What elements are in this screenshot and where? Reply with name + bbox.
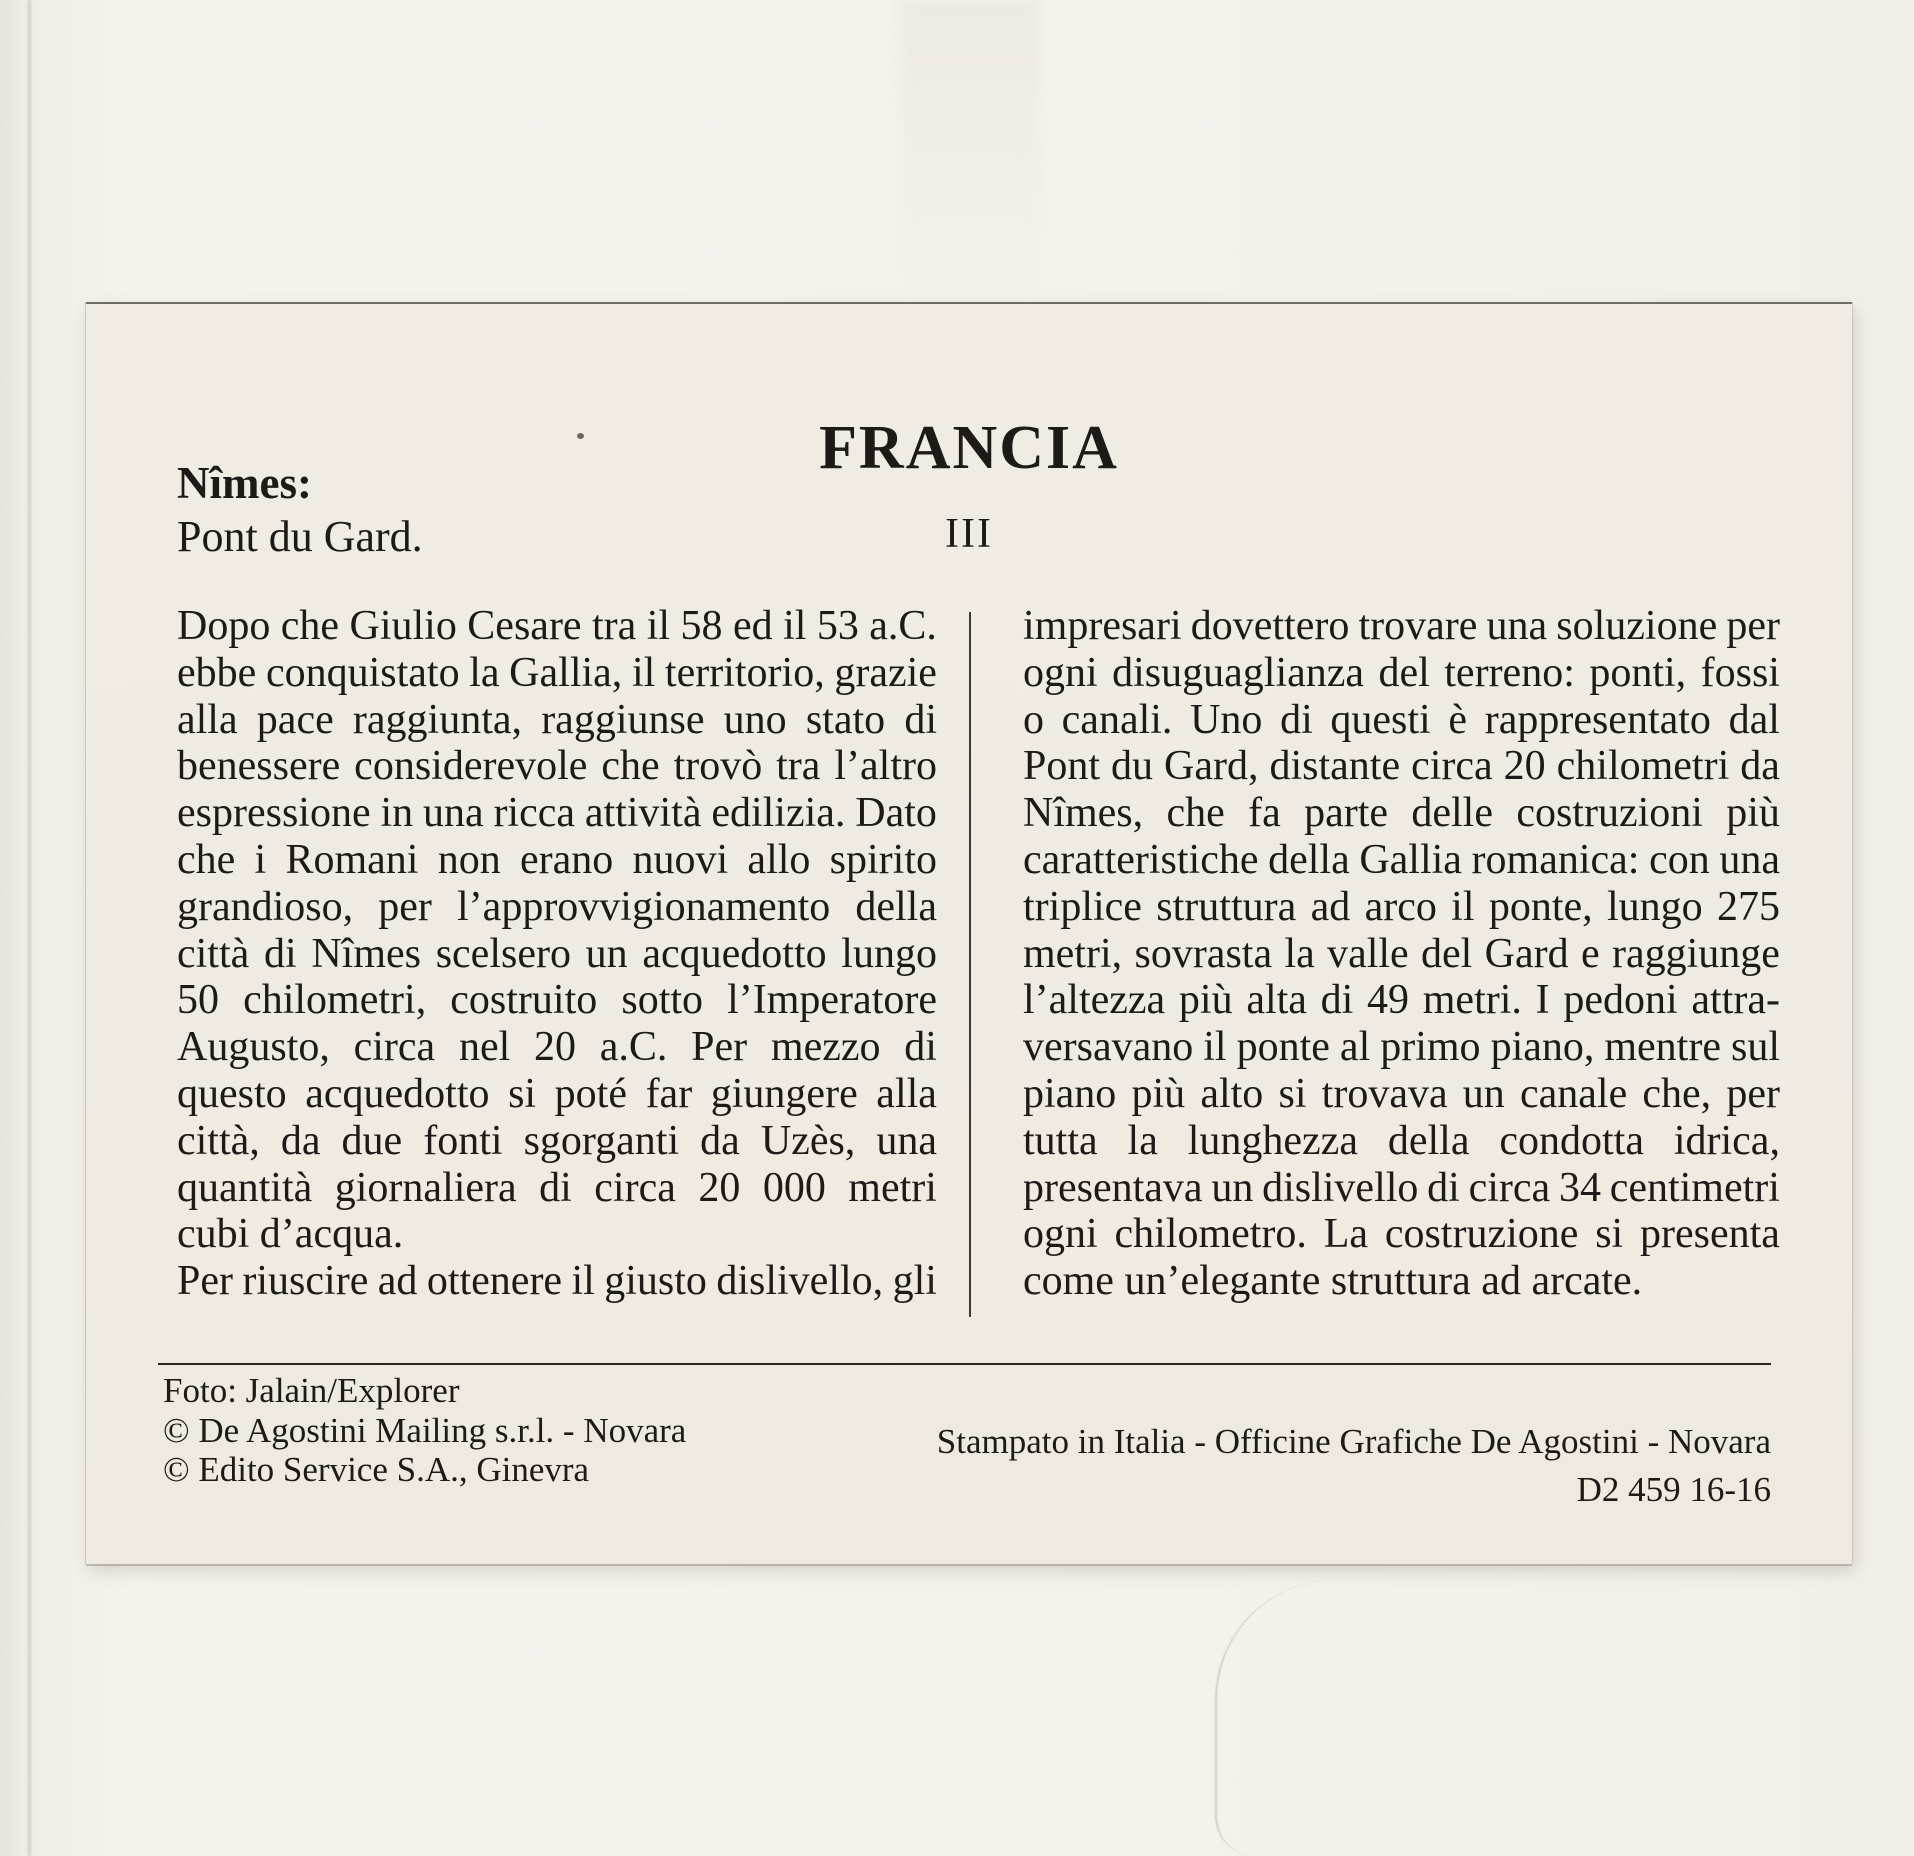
text-line: 50 chilometri, costruito sotto l’Imperatore: [177, 977, 937, 1024]
scan-light-streak: [900, 0, 1040, 310]
scan-hair-scratch: [1215, 1580, 1387, 1856]
text-line: città di Nîmes scelsero un acquedotto lungo: [177, 930, 937, 977]
series-numeral: III: [945, 511, 993, 557]
text-line: caratteristiche della Gallia romanica: con una: [1023, 836, 1780, 883]
text-line: ebbe conquistato la Gallia, il territorio, grazie: [177, 649, 937, 696]
text-line: questo acquedotto si poté far giungere alla: [177, 1070, 937, 1117]
text-column-right: [1023, 603, 1780, 1305]
text-line: grandioso, per l’approvvigionamento della: [177, 883, 937, 930]
text-column-left: [177, 603, 937, 1305]
text-line: impresari dovettero trovare una soluzione per: [1023, 603, 1780, 649]
credits-block: [163, 1371, 686, 1490]
text-line: cubi d’acqua.: [177, 1211, 404, 1258]
text-line: che i Romani non erano nuovi allo spirito: [177, 836, 937, 883]
text-line: come un’elegante struttura ad arcate.: [1023, 1258, 1643, 1305]
footer-rule: [158, 1363, 1771, 1365]
printer-credit: Stampato in Italia - Officine Grafiche De Agostini - Novara: [936, 1422, 1771, 1461]
text-line: l’altezza più alta di 49 metri. I pedoni attra-: [1023, 977, 1780, 1024]
copyright-line: © Edito Service S.A., Ginevra: [163, 1450, 590, 1489]
text-line: presentava un dislivello di circa 34 centimetri: [1023, 1164, 1780, 1211]
text-line: versavano il ponte al primo piano, mentre sul: [1023, 1024, 1780, 1071]
column-divider: [969, 612, 971, 1317]
text-line: ogni disuguaglianza del terreno: ponti, fossi: [1023, 649, 1780, 696]
copyright-line: © De Agostini Mailing s.r.l. - Novara: [163, 1410, 687, 1450]
text-line: città, da due fonti sgorganti da Uzès, una: [177, 1117, 937, 1164]
printer-block: [937, 1418, 1771, 1514]
text-line: espressione in una ricca attività edilizia. Dato: [177, 790, 937, 837]
text-line: alla pace raggiunta, raggiunse uno stato di: [177, 696, 937, 743]
text-line: Augusto, circa nel 20 a.C. Per mezzo di: [177, 1024, 937, 1071]
subject-label: Pont du Gard.: [177, 512, 423, 561]
photo-credit: Foto: Jalain/Explorer: [163, 1371, 460, 1410]
postcard-back: [86, 302, 1852, 1564]
text-line: benessere considerevole che trovò tra l’altro: [177, 743, 937, 790]
text-line: tutta la lunghezza della condotta idrica,: [1023, 1117, 1780, 1164]
text-line: Per riuscire ad ottenere il giusto dislivello, gli: [177, 1258, 937, 1305]
text-line: Nîmes, che fa parte delle costruzioni più: [1023, 790, 1780, 837]
text-line: Dopo che Giulio Cesare tra il 58 ed il 53 a.C.: [177, 603, 937, 649]
text-line: Pont du Gard, distante circa 20 chilometri da: [1023, 743, 1780, 790]
paper-fold-edge: [28, 0, 31, 1856]
place-label: Nîmes:: [177, 458, 312, 508]
text-line: piano più alto si trovava un canale che, per: [1023, 1070, 1780, 1117]
country-title: FRANCIA: [819, 414, 1119, 482]
text-line: ogni chilometro. La costruzione si presenta: [1023, 1211, 1780, 1258]
print-code: D2 459 16-16: [1576, 1470, 1771, 1509]
text-line: triplice struttura ad arco il ponte, lungo 275: [1023, 883, 1780, 930]
text-line: o canali. Uno di questi è rappresentato dal: [1023, 696, 1780, 743]
text-line: metri, sovrasta la valle del Gard e raggiunge: [1023, 930, 1780, 977]
text-line: quantità giornaliera di circa 20 000 metri: [177, 1164, 937, 1211]
